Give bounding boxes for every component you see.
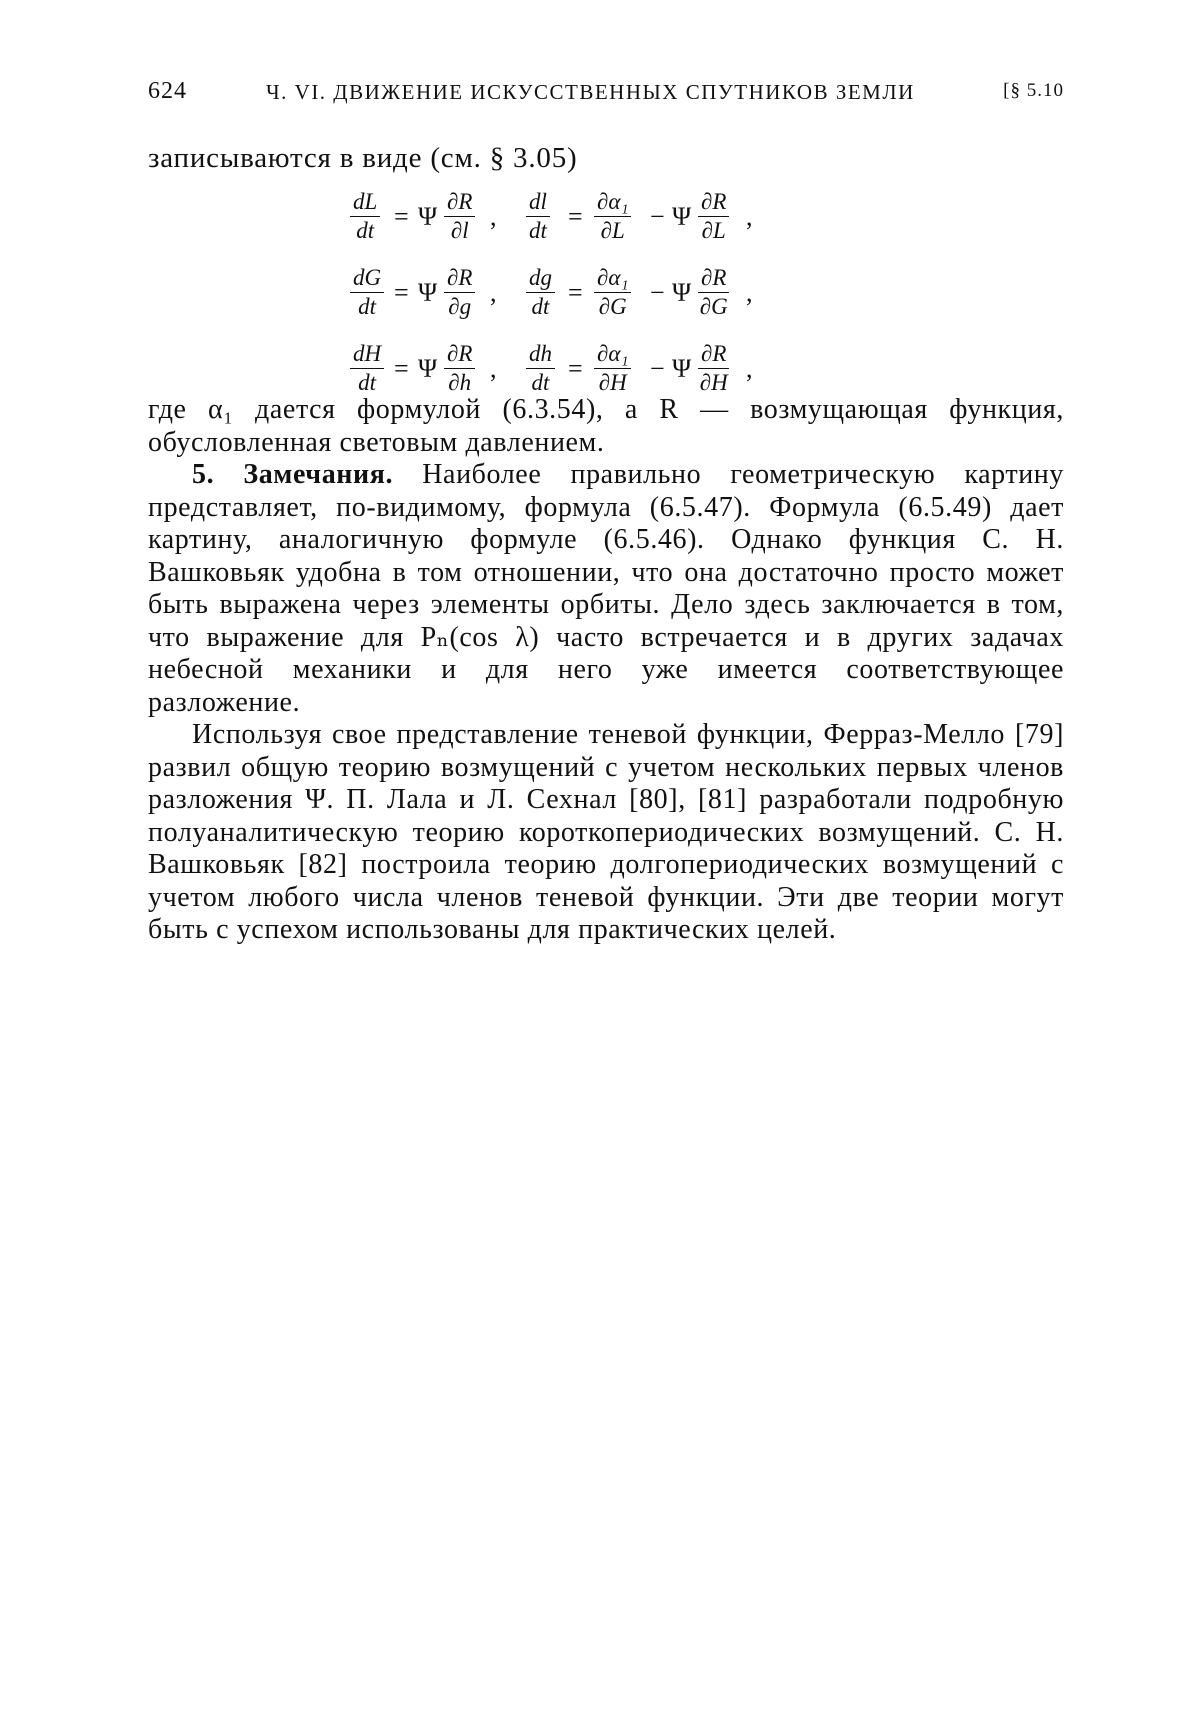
minus-sign: − [650,278,665,307]
equals-sign: = [394,278,409,307]
denominator: dt [529,218,547,243]
psi-symbol: Ψ [672,278,692,307]
numerator: dl [526,188,550,217]
section-reference: [§ 5.10 [1003,80,1064,101]
equals-sign: = [394,202,409,231]
fraction [350,264,384,321]
psi-symbol: Ψ [418,202,438,231]
numerator: dG [350,264,384,293]
denominator: dt [531,294,550,319]
equals-sign: = [568,354,583,383]
numerator: ∂α₁ [594,188,631,217]
equals-sign: = [568,278,583,307]
numerator: ∂R [698,340,729,369]
fraction [698,188,729,245]
comma: , [490,278,497,307]
denominator: ∂G [598,294,627,319]
numerator: dH [350,340,384,369]
comma: , [490,354,497,383]
comma: , [490,202,497,231]
fraction [526,188,550,245]
fraction [350,188,380,245]
numerator: ∂R [444,264,475,293]
numerator: dL [350,188,380,217]
denominator: ∂L [701,218,726,243]
denominator: dt [358,370,376,395]
denominator: ∂H [598,370,627,395]
numerator: ∂R [698,188,729,217]
psi-symbol: Ψ [418,278,438,307]
denominator: dt [358,294,376,319]
body-text [148,394,1064,947]
intro-line: записываются в виде (см. § 3.05) [148,142,578,174]
comma: , [746,354,753,383]
fraction [594,264,631,321]
remarks-heading: 5. Замечания. [192,459,394,490]
denominator: dt [531,370,550,395]
minus-sign: − [650,202,665,231]
numerator: ∂α₁ [594,264,631,293]
fraction [444,188,475,245]
fraction [526,340,555,397]
numerator: ∂α₁ [594,340,631,369]
comma: , [746,202,753,231]
fraction [698,340,729,397]
denominator: ∂l [450,218,469,243]
psi-symbol: Ψ [672,354,692,383]
fraction [526,264,555,321]
numerator: ∂R [444,188,475,217]
fraction [594,340,631,397]
fraction [594,188,631,245]
comma: , [746,278,753,307]
fraction [444,264,475,321]
denominator: ∂H [699,370,728,395]
paragraph-theories: Используя свое представление теневой функции, Ферраз-Мелло [79] развил общую теорию возмущений с учетом нескольких первых членов разложения Ψ. П. Лала и Л. Сехнал [80], [81] разработали подробную полуаналитическую теорию короткопериодических возмущений. С. Н. Вашковьяк [82] построила теорию долгопериодических возмущений с учетом любого числа членов теневой функции. Эти две теории могут быть с успехом использованы для практических целей. [148,719,1064,945]
numerator: dg [526,264,555,293]
numerator: ∂R [698,264,729,293]
running-header [148,78,1064,108]
fraction [698,264,729,321]
equals-sign: = [394,354,409,383]
denominator: ∂g [448,294,472,319]
numerator: dh [526,340,555,369]
psi-symbol: Ψ [418,354,438,383]
denominator: ∂h [448,370,472,395]
equals-sign: = [568,202,583,231]
fraction [350,340,384,397]
paragraph-definition: где α₁ дается формулой (6.3.54), а R — возмущающая функция, обусловленная световым давлением. [148,394,1064,458]
page-number: 624 [148,78,187,104]
denominator: dt [356,218,375,243]
paragraph-remarks [148,459,1064,719]
denominator: ∂G [699,294,728,319]
numerator: ∂R [444,340,475,369]
psi-symbol: Ψ [672,202,692,231]
denominator: ∂L [600,218,625,243]
fraction [444,340,475,397]
minus-sign: − [650,354,665,383]
running-title: Ч. VI. ДВИЖЕНИЕ ИСКУССТВЕННЫХ СПУТНИКОВ ЗЕМЛИ [266,80,915,104]
remarks-text: Наиболее правильно геометрическую картину представляет, по-видимому, формула (6.5.47). Формула (6.5.49) дает картину, аналогичную формуле (6.5.46). Однако функция С. Н. Вашковьяк удобна в том отношении, что она достаточно просто может быть выражена через элементы орбиты. Дело здесь заключается в том, что выражение для Pₙ(cos λ) часто встречается и в других задачах небесной механики и для него уже имеется соответствующее разложение. [148,459,1064,718]
